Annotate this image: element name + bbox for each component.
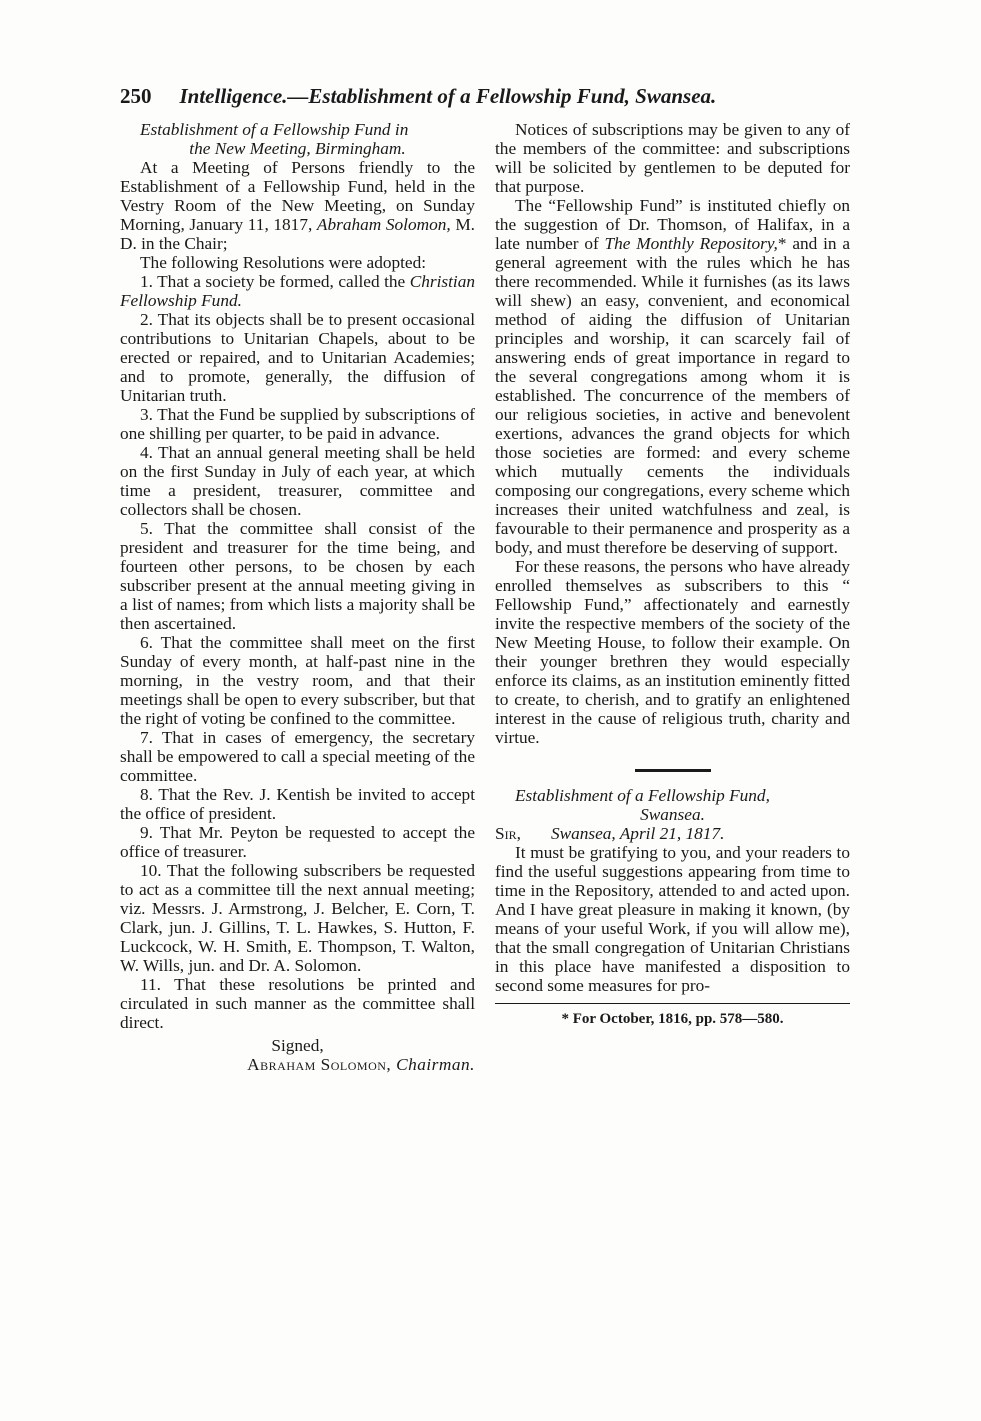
intro-text-b: M. D. in the Chair; [120, 215, 476, 253]
salutation-line [495, 824, 850, 843]
section-divider [635, 769, 711, 772]
swansea-title-line-1: Establishment of a Fellowship Fund, [515, 786, 770, 805]
signatory-role: Chairman. [396, 1055, 475, 1074]
journal-name: The Monthly Repository, [604, 234, 778, 253]
fund-text-b: * and in a general agreement with the rules which he has there recommended. While it furnishes (as its laws will shew) an easy, convenient, and economical method of aiding the diffusion of Unitarian principles and worship, it can scarcely fail of answering ends of great importance in regard to the several congregations among whom it is established. The concurrence of the members of our religious societies, in active and benevolent exertions, advances the grand objects for which those societies are formed: and every scheme which mutually cements the individuals composing our congregations, every scheme which increases their united watchfulness and zeal, is favourable to their permanence and prosperity as a body, and must therefore be deserving of support. [495, 234, 850, 557]
footnote: * For October, 1816, pp. 578—580. [561, 1011, 784, 1027]
swansea-title-line-2: Swansea. [640, 805, 705, 824]
resolution-10: 10. That the following subscribers be requested to act as a committee till the next annual meeting; viz. Messrs. J. Armstrong, J. Belcher, E. Corn, T. Clark, jun. J. Gillins, T. L. Hawkes, S. Hutton, F. Luckcock, W. H. Smith, E. Thompson, T. Walton, W. Wills, jun. and Dr. A. Solomon. [120, 861, 475, 975]
resolution-7: 7. That in cases of emergency, the secretary shall be empowered to call a special meeting of the committee. [120, 728, 475, 785]
intro-text-a: At a Meeting of Persons friendly to the Establishment of a Fellowship Fund, held in the Vestry Room of the New Meeting, on Sunday Morning, January 11, 1817, [120, 158, 475, 234]
footnote-rule [495, 1003, 850, 1004]
notices-paragraph: Notices of subscriptions may be given to any of the members of the committee: and subscriptions will be solicited by gentlemen to be deputed for that purpose. [495, 120, 850, 196]
title-line-2: the New Meeting, Birmingham. [189, 139, 406, 158]
resolution-9: 9. That Mr. Peyton be requested to accept the office of treasurer. [120, 823, 475, 861]
resolution-5: 5. That the committee shall consist of the president and treasurer for the time being, and fourteen other persons, to be chosen by each subscriber present at the annual meeting giving in a list of names; from which lists a majority shall be then ascertained. [120, 519, 475, 633]
signature-line [120, 1055, 475, 1074]
signed-label: Signed, [271, 1036, 324, 1055]
chair-name: Abraham Solomon, [316, 215, 451, 234]
resolutions-intro: The following Resolutions were adopted: [140, 253, 427, 272]
right-column [495, 120, 850, 1029]
running-title: Intelligence.—Establishment of a Fellowship Fund, Swansea. [179, 84, 717, 108]
resolution-3: 3. That the Fund be supplied by subscriptions of one shilling per quarter, to be paid in advance. [120, 405, 475, 443]
fund-paragraph [495, 196, 850, 557]
page-number: 250 [120, 84, 152, 108]
signatory-name: Abraham Solomon, [247, 1055, 392, 1074]
letter-paragraph: It must be gratifying to you, and your readers to find the useful suggestions appearing from time to time in the Repository, attended to and acted upon. And I have great pleasure in making it known, (by means of your useful Work, if you will allow me), that the small congregation of Unitarian Christians in this place have manifested a disposition to second some measures for pro- [495, 843, 850, 995]
running-header [120, 84, 760, 110]
left-column [120, 120, 475, 1074]
intro-paragraph [120, 158, 475, 253]
title-line-1: Establishment of a Fellowship Fund in [140, 120, 409, 139]
salutation: Sir, [495, 824, 521, 843]
resolution-8: 8. That the Rev. J. Kentish be invited to accept the office of president. [120, 785, 475, 823]
resolution-6: 6. That the committee shall meet on the first Sunday of every month, at half-past nine in the morning, in the vestry room, and that their meetings shall be open to every subscriber, but that the right of voting be confined to the committee. [120, 633, 475, 728]
article-title-swansea [495, 786, 850, 824]
fund-name: Christian Fellowship Fund. [120, 272, 475, 310]
resolution-11: 11. That these resolutions be printed and circulated in such manner as the committee shall direct. [120, 975, 475, 1032]
fund-text-a: The “Fellowship Fund” is instituted chiefly on the suggestion of Dr. Thomson, of Halifax, in a late number of [495, 196, 850, 253]
resolution-1-text: 1. That a society be formed, called the [140, 272, 410, 291]
resolution-2: 2. That its objects shall be to present occasional contributions to Unitarian Chapels, about to be erected or repaired, and to Unitarian Academies; and to promote, generally, the diffusion of Unitarian truth. [120, 310, 475, 405]
reasons-paragraph: For these reasons, the persons who have already enrolled themselves as subscribers to this “ Fellowship Fund,” affectionately and earnestly invite the respective members of the society of the New Meeting House, to follow their example. On their younger brethren they would especially enforce its claims, as an institution eminently fitted to create, to cherish, and to gratify an enlightened interest in the cause of religious truth, charity and virtue. [495, 557, 850, 747]
article-title-birmingham [120, 120, 475, 158]
letter-date: Swansea, April 21, 1817. [550, 824, 725, 843]
resolution-1 [120, 272, 475, 310]
resolution-4: 4. That an annual general meeting shall be held on the first Sunday in July of each year, at which time a president, treasurer, committee and collectors shall be chosen. [120, 443, 475, 519]
